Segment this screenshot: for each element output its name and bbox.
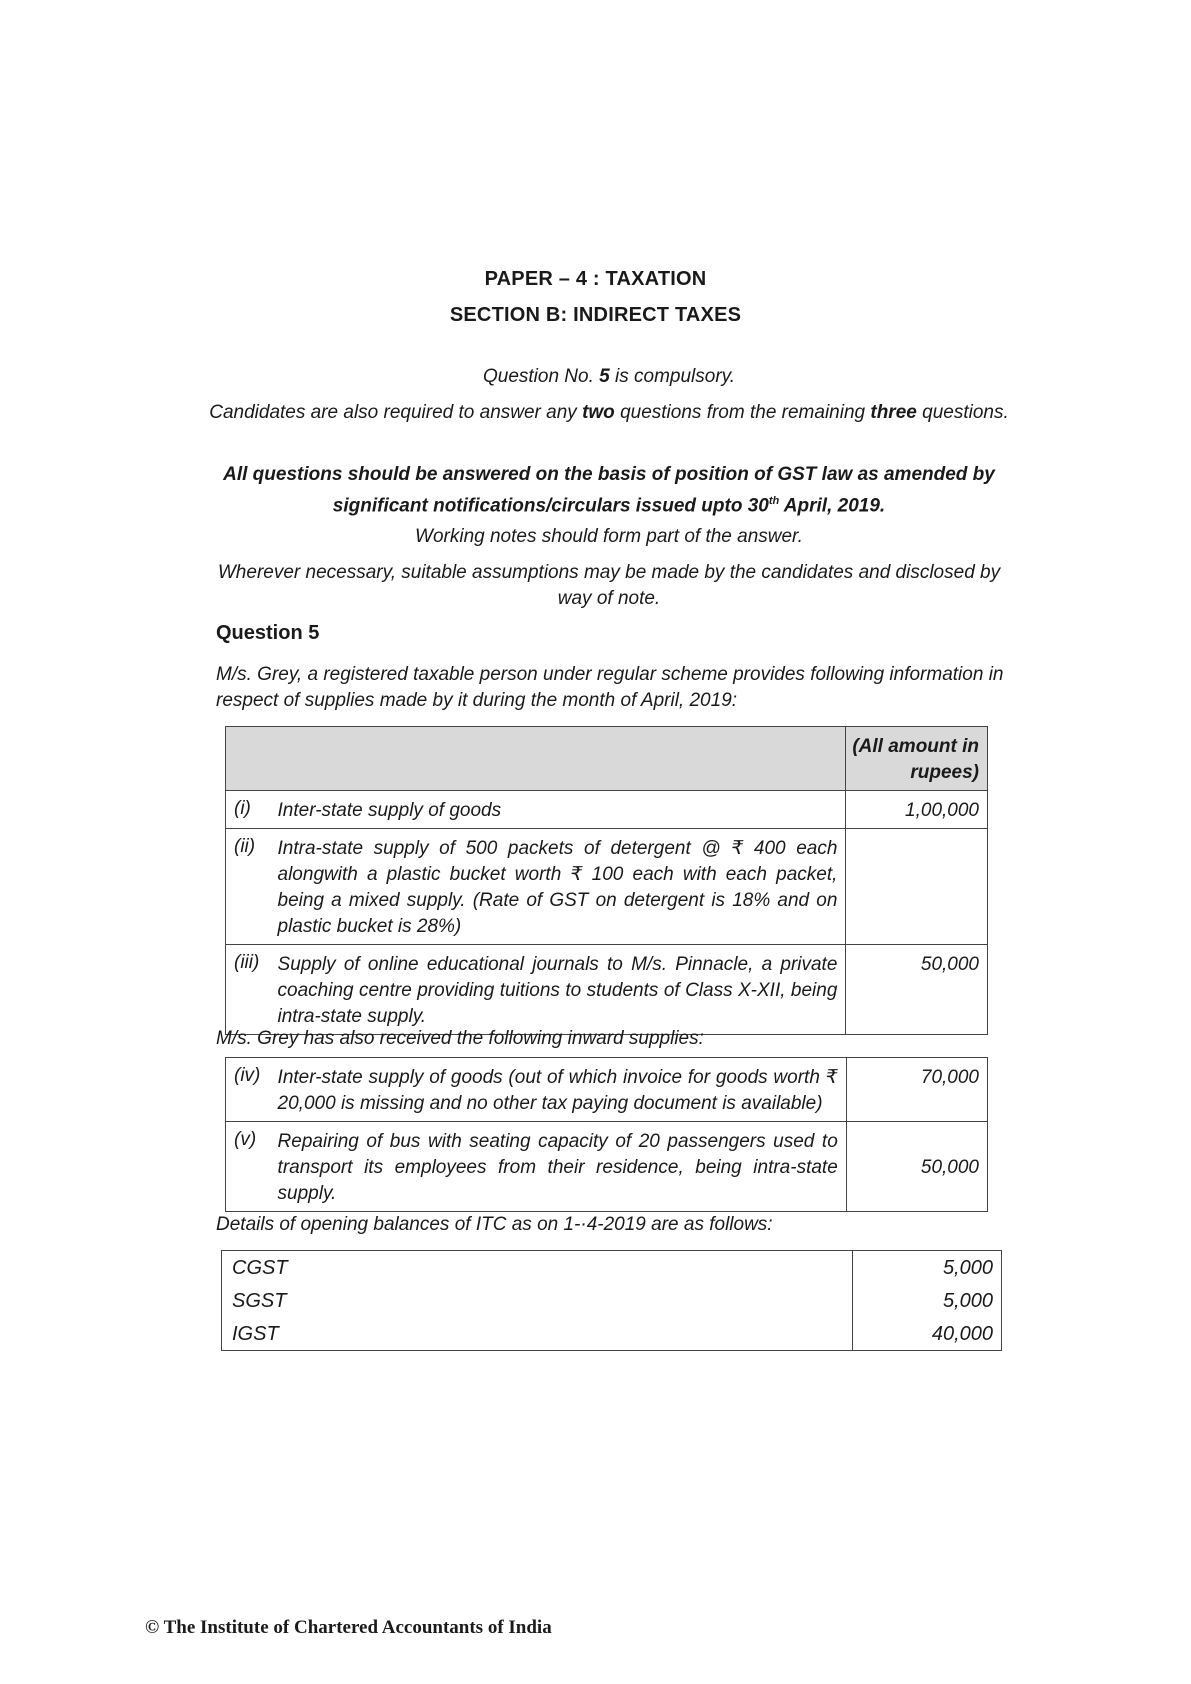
table-row: (v) Repairing of bus with seating capacity of 20 passengers used to transport its employees from their residence, being intra-state supply. 50,000 bbox=[226, 1122, 988, 1212]
outward-supplies-table bbox=[225, 726, 988, 1035]
table-row: (ii) Intra-state supply of 500 packets of detergent @ ₹ 400 each alongwith a plastic bucket worth ₹ 100 each with each packet, being a mixed supply. (Rate of GST on detergent is 18% and on plastic bucket is 28%) bbox=[226, 829, 988, 945]
copyright-footer: © The Institute of Chartered Accountants of India bbox=[145, 1617, 552, 1638]
paper-title: PAPER – 4 : TAXATION bbox=[484, 268, 707, 290]
itc-balances-table bbox=[221, 1250, 1002, 1351]
table-row: CGST 5,000 bbox=[222, 1251, 1002, 1285]
table-row: (i) Inter-state supply of goods 1,00,000 bbox=[226, 791, 988, 829]
basis-note: All questions should be answered on the basis of position of GST law as amended by significant notifications/circulars issued upto 30th April, 2019. bbox=[223, 464, 995, 517]
section-title: SECTION B: INDIRECT TAXES bbox=[449, 304, 742, 326]
inward-supplies-table bbox=[225, 1057, 988, 1212]
table-row: (iv) Inter-state supply of goods (out of which invoice for goods worth ₹ 20,000 is missing and no other tax paying document is available) 70,000 bbox=[226, 1058, 988, 1122]
question-title: Question 5 bbox=[216, 622, 320, 644]
table-row: SGST 5,000 bbox=[222, 1284, 1002, 1317]
answer-any-note: Candidates are also required to answer any two questions from the remaining three questions. bbox=[209, 402, 1009, 423]
inward-intro: M/s. Grey has also received the following inward supplies: bbox=[216, 1028, 704, 1049]
question-intro: M/s. Grey, a registered taxable person under regular scheme provides following information in respect of supplies made by it during the month of April, 2019: bbox=[216, 664, 1004, 711]
amount-column-header: (All amount in rupees) bbox=[846, 727, 988, 791]
itc-intro: Details of opening balances of ITC as on 1-·4-2019 are as follows: bbox=[216, 1214, 773, 1235]
table-row: (iii) Supply of online educational journals to M/s. Pinnacle, a private coaching centre providing tuitions to students of Class X-XII, being intra-state supply. 50,000 bbox=[226, 945, 988, 1035]
table-row: IGST 40,000 bbox=[222, 1317, 1002, 1351]
assumptions-note: Wherever necessary, suitable assumptions may be made by the candidates and disclosed by way of note. bbox=[217, 562, 1001, 609]
table-header-row bbox=[226, 727, 988, 791]
compulsory-note: Question No. 5 is compulsory. bbox=[482, 366, 736, 387]
working-notes-note: Working notes should form part of the answer. bbox=[415, 526, 803, 547]
